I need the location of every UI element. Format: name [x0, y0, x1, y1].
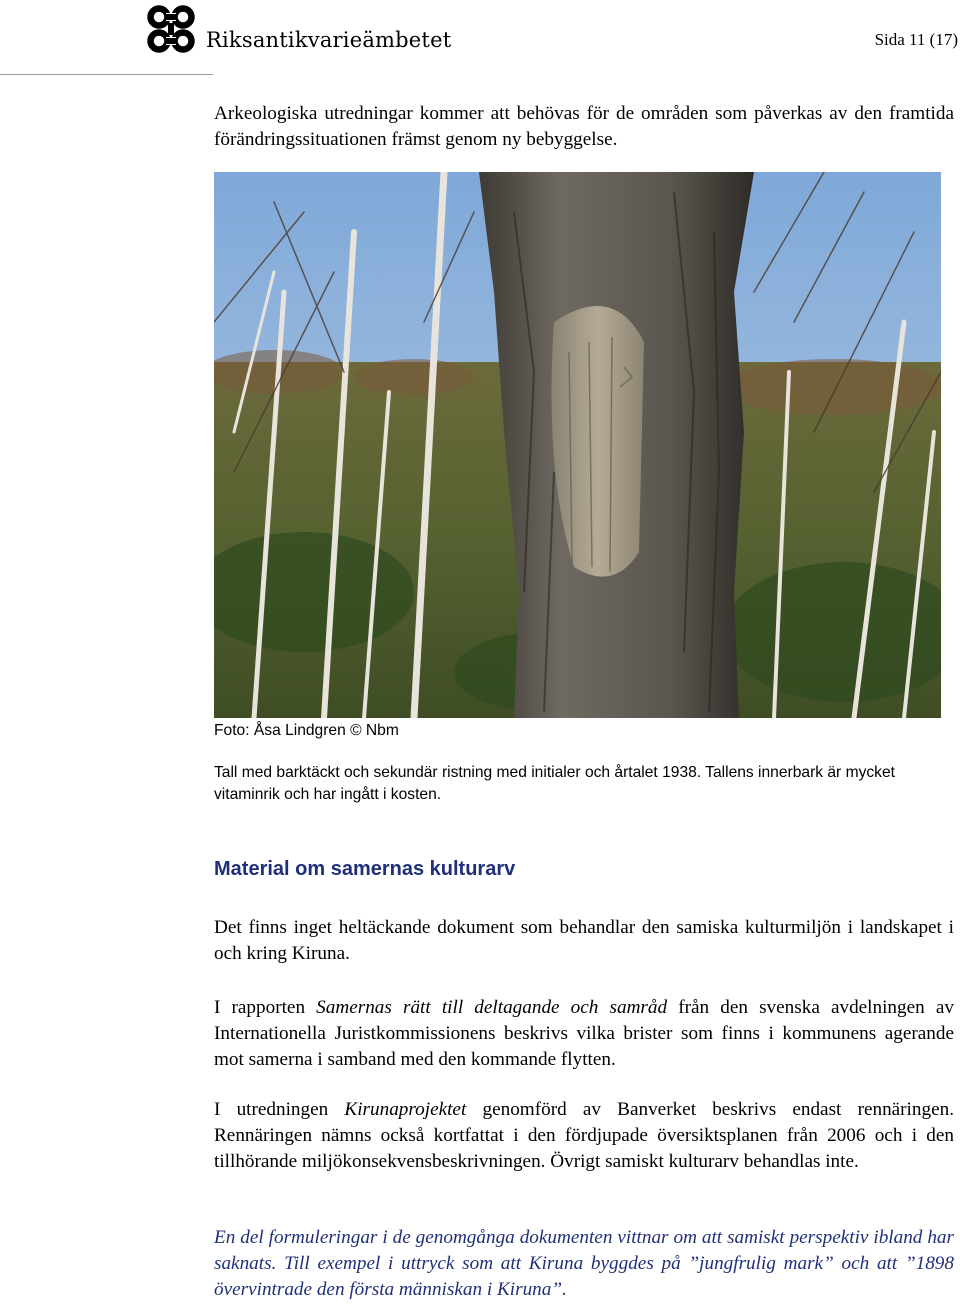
photo-credit-block — [214, 720, 954, 742]
section-heading-block — [214, 858, 954, 881]
project-title: Kirunaprojektet — [344, 1099, 467, 1120]
section-paragraph-2 — [214, 995, 954, 1073]
intro-paragraph: Arkeologiska utredningar kommer att behövas för de områden som påverkas av den framtida förändringssituationen främst genom ny bebyggelse. — [214, 103, 954, 150]
report-title: Samernas rätt till deltagande och samråd — [316, 997, 668, 1018]
section-p2-block — [214, 995, 954, 1073]
section-p3-block — [214, 1097, 954, 1175]
page-header — [0, 0, 960, 80]
section-paragraph-3 — [214, 1097, 954, 1175]
p2-rest: från den svenska avdelningen av Internationella Juristkommissionens beskrivs vilka brister som finns i kommunens agerande mot samerna i samband med den kommande flytten. — [214, 997, 954, 1070]
section-p1-block — [214, 915, 954, 967]
header-divider — [0, 74, 213, 75]
photo-caption-block — [214, 762, 954, 806]
p3-lead: I utredningen — [214, 1099, 345, 1120]
p3-rest: genomförd av Banverket beskrivs endast rennäringen. Rennäringen nämns också kortfattat i den fördjupade översiktsplanen från 2006 och i den tillhörande miljökonsekvensbeskrivningen. Övrigt samiskt kulturarv behandlas inte. — [214, 1099, 954, 1172]
riksantikvarieambetet-logo-icon — [146, 4, 196, 54]
org-name: Riksantikvarieämbetet — [206, 28, 452, 52]
page-number: Sida 11 (17) — [874, 30, 958, 49]
photo-credit: Foto: Åsa Lindgren © Nbm — [214, 722, 399, 739]
section-paragraph-1: Det finns inget heltäckande dokument som behandlar den samiska kulturmiljön i landskapet i och kring Kiruna. — [214, 917, 954, 964]
section-paragraph-4: En del formuleringar i de genomgånga dokumenten vittnar om att samiskt perspektiv ibland har saknats. Till exempel i uttryck som att Kiruna byggdes på ”jungfrulig mark” och att ”1898 övervintrade den första människan i Kiruna”. — [214, 1227, 954, 1300]
p2-lead: I rapporten — [214, 997, 317, 1018]
tree-photo — [214, 172, 941, 718]
photo-caption: Tall med barktäckt och sekundär ristning med initialer och årtalet 1938. Tallens innerbark är mycket vitaminrik och har ingått i kosten. — [214, 764, 895, 803]
intro-block — [214, 101, 954, 153]
section-p4-block — [214, 1225, 954, 1303]
section-heading: Material om samernas kulturarv — [214, 858, 516, 880]
